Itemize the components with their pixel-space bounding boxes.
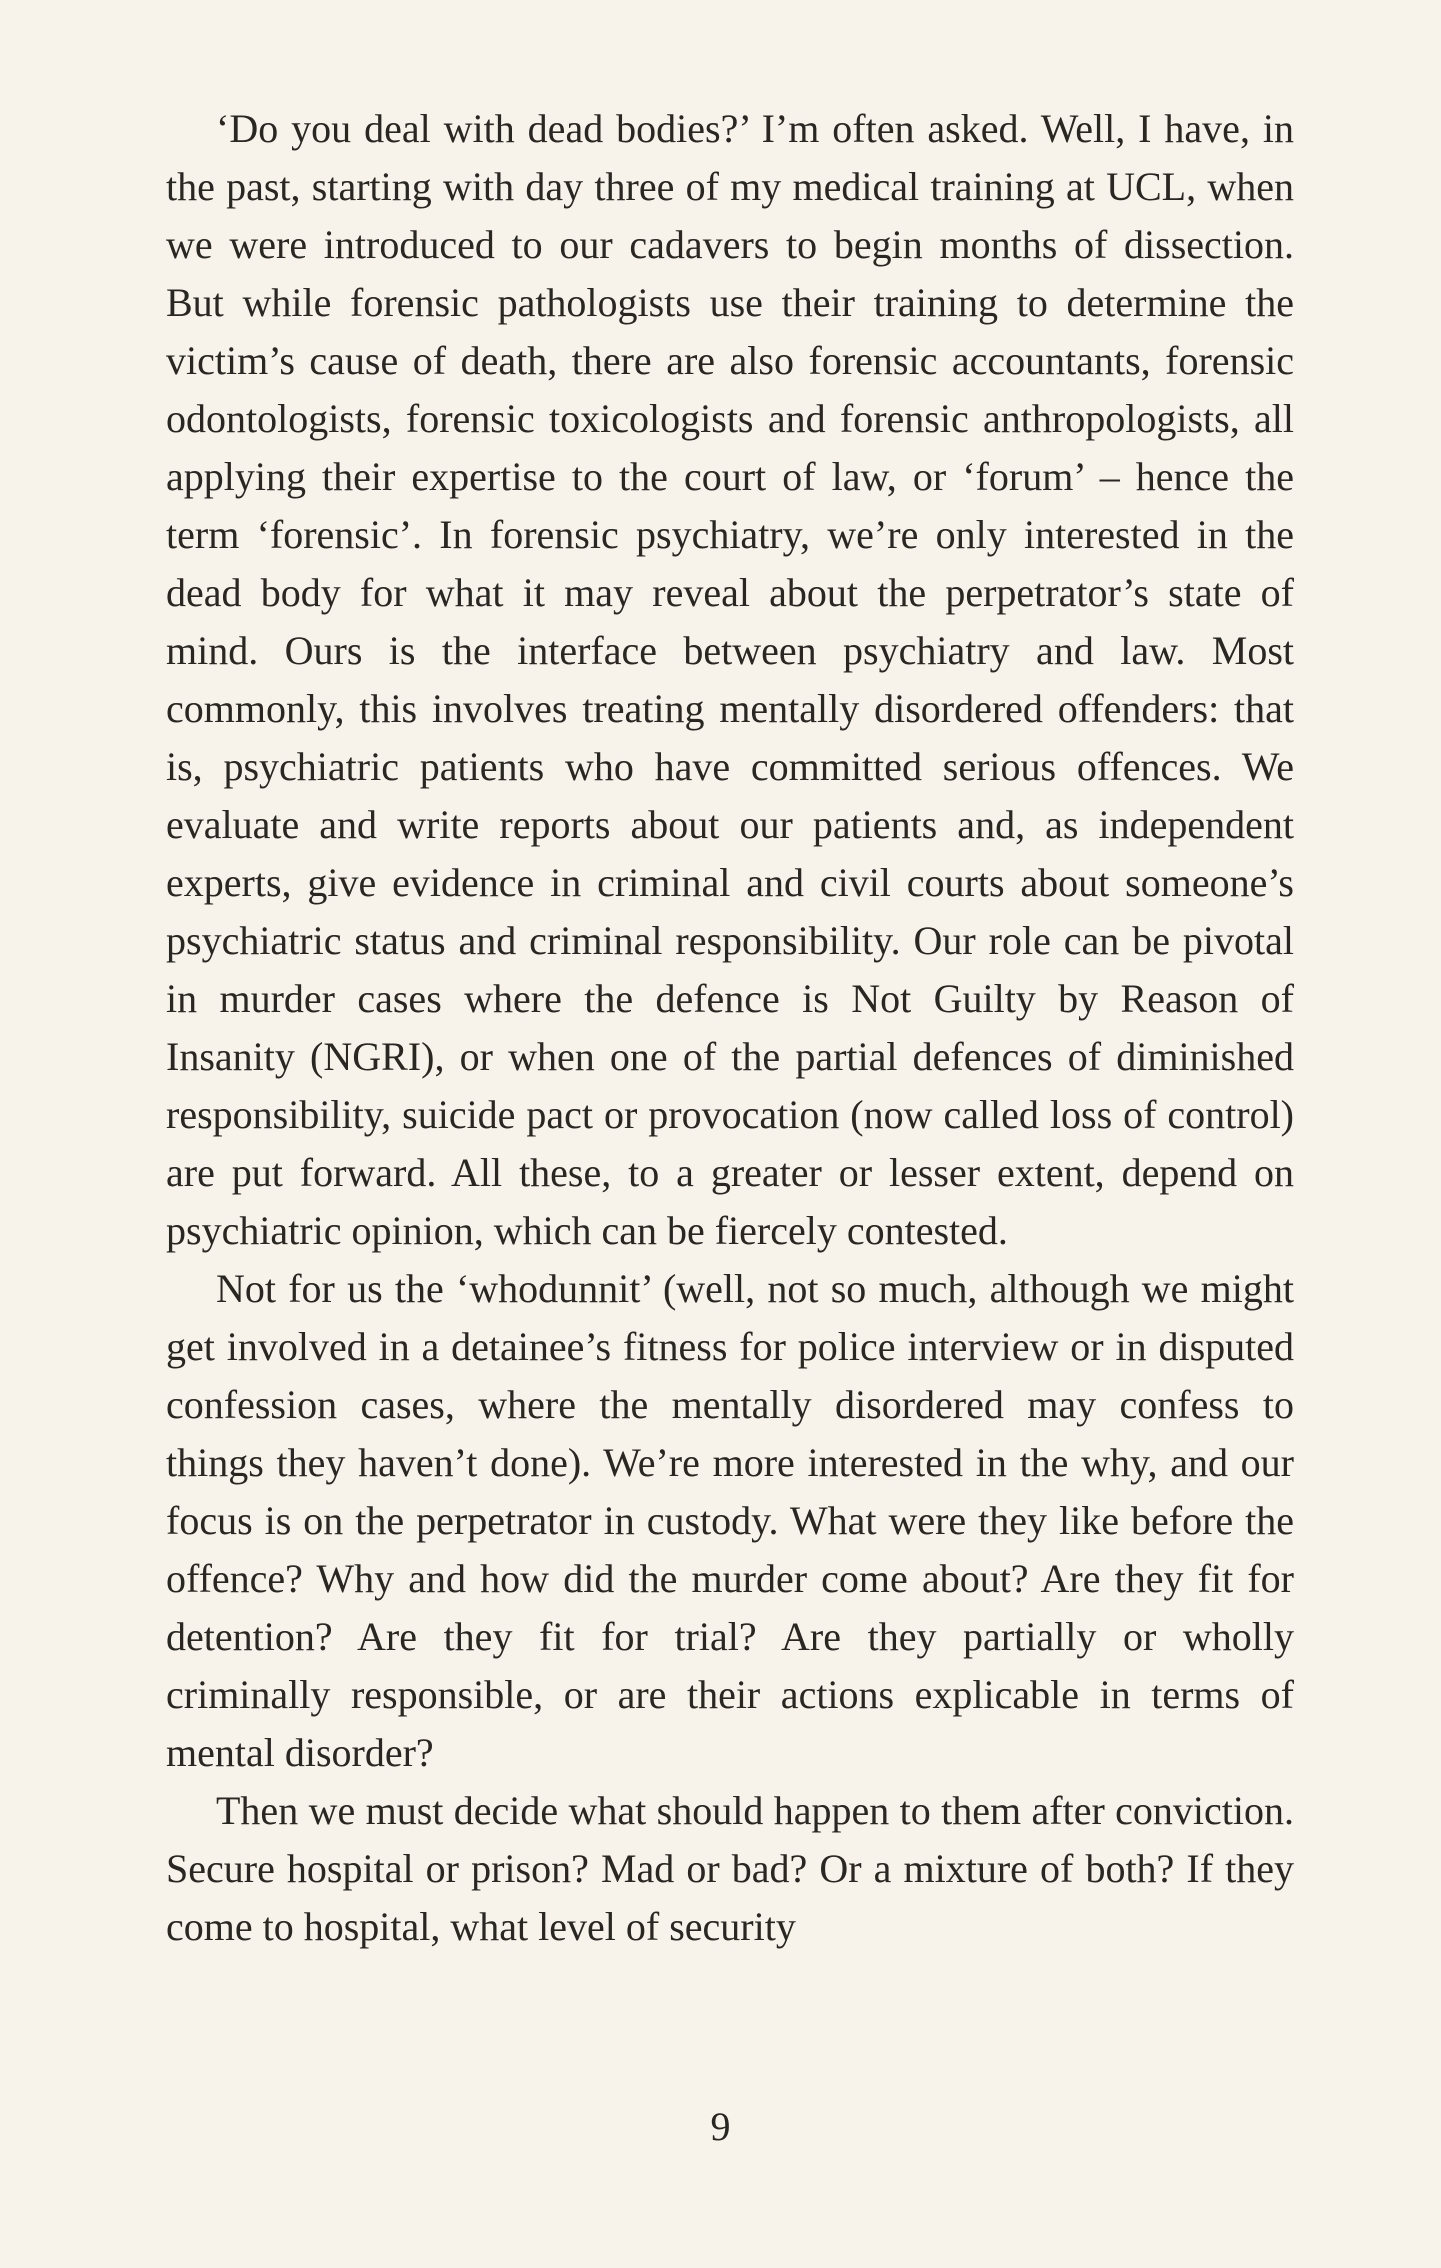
page-number: 9 (710, 2104, 731, 2149)
paragraph-2: Not for us the ‘whodunnit’ (well, not so much, although we might get involved in a detainee’s fitness for police interview or in disputed confession cases, where the mentally disordered may confess to things they haven’t done). We’re more interested in the why, and our focus is on the perpetrator in custody. What were they like before the offence? Why and how did the murder come about? Are they fit for detention? Are they fit for trial? Are they partially or wholly criminally responsible, or are their actions explicable in terms of mental disorder? (166, 1266, 1294, 1775)
paragraph-1: ‘Do you deal with dead bodies?’ I’m often asked. Well, I have, in the past, starting with day three of my medical training at UCL, when we were introduced to our cadavers to begin months of dissection. But while forensic pathologists use their training to determine the victim’s cause of death, there are also forensic accountants, forensic odontologists, forensic toxicologists and forensic anthropologists, all applying their expertise to the court of law, or ‘forum’ – hence the term ‘forensic’. In forensic psychiatry, we’re only interested in the dead body for what it may reveal about the perpetrator’s state of mind. Ours is the interface between psychiatry and law. Most commonly, this involves treating mentally disordered offenders: that is, psychiatric patients who have committed serious offences. We evaluate and write reports about our patients and, as independent experts, give evidence in criminal and civil courts about someone’s psychiatric status and criminal responsibility. Our role can be pivotal in murder cases where the defence is Not Guilty by Reason of Insanity (NGRI), or when one of the partial defences of diminished responsibility, suicide pact or provocation (now called loss of control) are put forward. All these, to a greater or lesser extent, depend on psychiatric opinion, which can be fiercely contested. (166, 106, 1294, 1253)
body-text (166, 100, 1294, 1956)
paragraph-3: Then we must decide what should happen to them after conviction. Secure hospital or prison? Mad or bad? Or a mixture of both? If they come to hospital, what level of security (166, 1788, 1294, 1949)
